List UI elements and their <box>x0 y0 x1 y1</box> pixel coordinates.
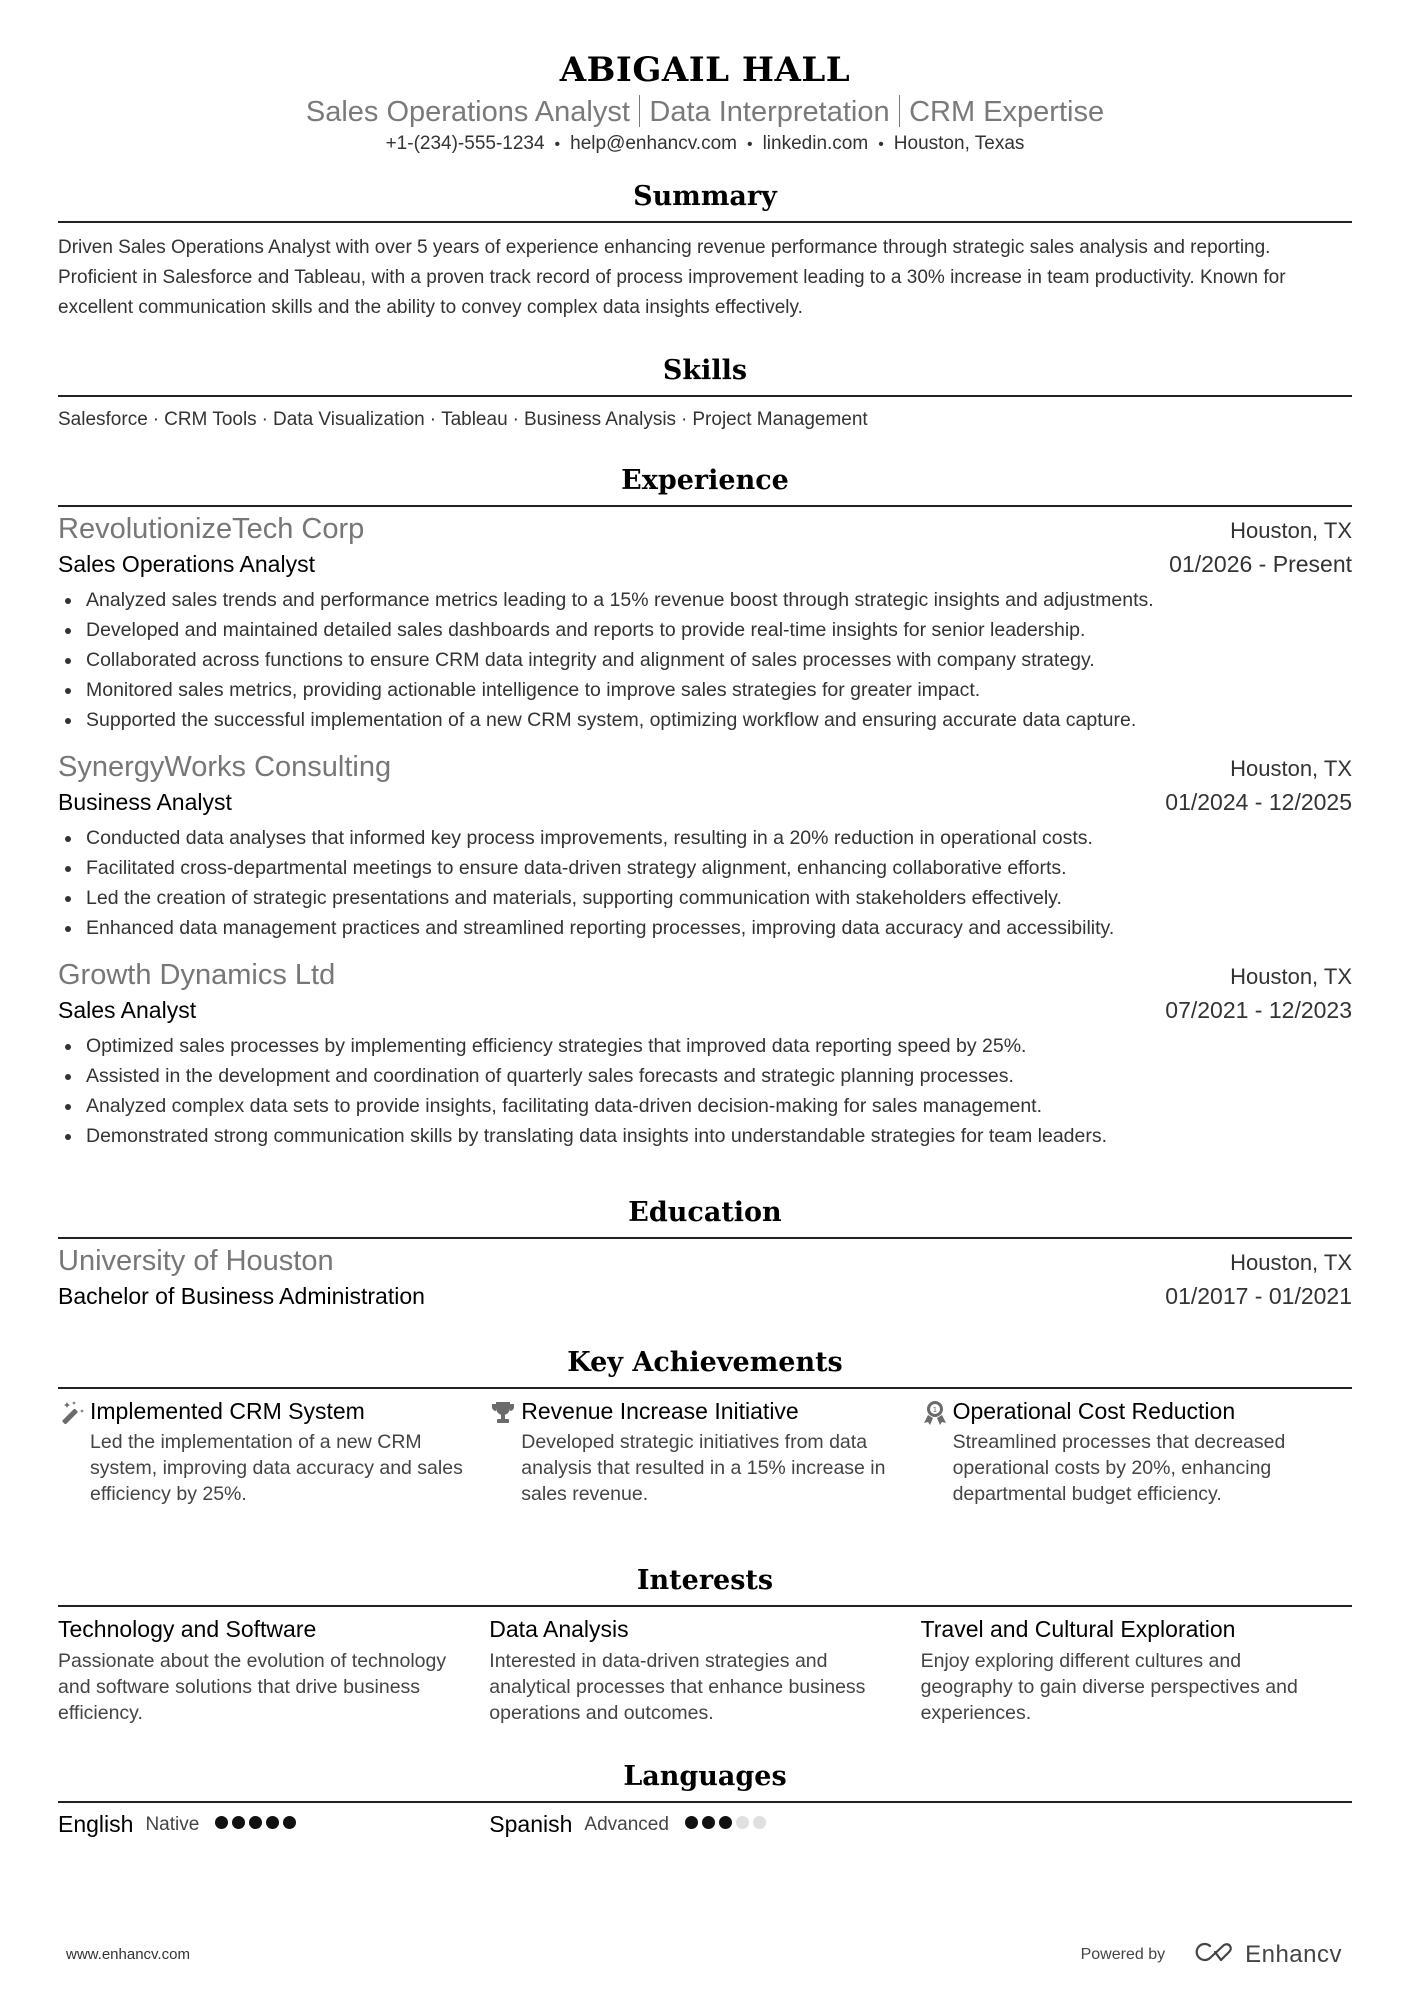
bullet-separator: • <box>554 136 561 153</box>
award-medal-icon <box>921 1395 953 1507</box>
job-entry <box>58 749 1352 943</box>
footer-website-link[interactable]: www.enhancv.com <box>66 1946 190 1963</box>
enhancv-logo-icon <box>1191 1940 1237 1969</box>
bullet-item: Demonstrated strong communication skills by translating data insights into understandable strategies for team leaders. <box>58 1121 1352 1151</box>
section-divider <box>58 1237 1352 1239</box>
interests-section <box>58 1564 1352 1726</box>
bullet-separator: • <box>878 136 884 153</box>
achievement-item <box>489 1395 920 1507</box>
linkedin-link[interactable]: linkedin.com <box>762 133 869 154</box>
dot-filled-icon <box>719 1816 732 1829</box>
headline-divider <box>639 95 641 127</box>
job-dates: 07/2021 - 12/2023 <box>1165 997 1352 1023</box>
email-link[interactable]: help@enhancv.com <box>570 133 737 154</box>
company-name: Growth Dynamics Ltd <box>58 959 336 991</box>
summary-section <box>58 180 1352 323</box>
achievement-item <box>921 1395 1352 1507</box>
job-title: Business Analyst <box>58 789 232 815</box>
interest-description: Enjoy exploring different cultures and geography to gain diverse perspectives and experiences. <box>920 1650 1298 1724</box>
job-location: Houston, TX <box>1230 964 1352 989</box>
bullet-item: Facilitated cross-departmental meetings to ensure data-driven strategy alignment, enhancing collaborative efforts. <box>58 853 1352 883</box>
skill-item: Salesforce <box>58 409 148 430</box>
job-bullets <box>58 1031 1352 1151</box>
skill-separator: · <box>429 409 437 430</box>
contact-info <box>58 132 1352 157</box>
degree: Bachelor of Business Administration <box>58 1283 425 1309</box>
interest-title: Travel and Cultural Exploration <box>920 1616 1236 1642</box>
svg-text:1: 1 <box>932 1406 937 1414</box>
bullet-item: Monitored sales metrics, providing actionable intelligence to improve sales strategies for greater impact. <box>58 675 1352 705</box>
job-entry <box>58 511 1352 735</box>
job-title: Sales Operations Analyst <box>58 551 315 577</box>
interest-title: Technology and Software <box>58 1616 317 1642</box>
school-name: University of Houston <box>58 1245 334 1277</box>
language-name: English <box>58 1811 134 1837</box>
bullet-item: Analyzed sales trends and performance metrics leading to a 15% revenue boost through strategic insights and adjustments. <box>58 585 1352 615</box>
candidate-name: ABIGAIL HALL <box>559 50 851 90</box>
section-title-interests: Interests <box>636 1565 774 1596</box>
dot-filled-icon <box>232 1816 245 1829</box>
achievement-description: Led the implementation of a new CRM system, improving data accuracy and sales efficiency by 25%. <box>90 1431 463 1505</box>
language-level: Native <box>145 1813 200 1835</box>
language-item <box>58 1811 489 1838</box>
trophy-icon <box>489 1395 521 1507</box>
languages-list <box>58 1811 1352 1838</box>
dot-filled-icon <box>685 1816 698 1829</box>
bullet-separator: • <box>746 136 753 153</box>
skills-section <box>58 354 1352 433</box>
section-title-languages: Languages <box>623 1761 787 1792</box>
skill-separator: · <box>512 409 519 430</box>
headline-divider <box>899 95 901 127</box>
section-divider <box>58 1801 1352 1803</box>
skill-separator: · <box>261 409 268 430</box>
bullet-item: Assisted in the development and coordination of quarterly sales forecasts and strategic planning processes. <box>58 1061 1352 1091</box>
section-divider <box>58 505 1352 507</box>
dot-empty-icon <box>753 1816 766 1829</box>
headline-item: Data Interpretation <box>649 96 890 128</box>
section-title-experience: Experience <box>621 465 789 496</box>
skill-item: Project Management <box>692 409 868 430</box>
footer <box>66 1940 1342 1969</box>
bullet-item: Analyzed complex data sets to provide insights, facilitating data-driven decision-making for sales management. <box>58 1091 1352 1121</box>
skill-item: Business Analysis <box>523 409 677 430</box>
footer-branding <box>1081 1940 1342 1969</box>
dot-empty-icon <box>736 1816 749 1829</box>
dot-filled-icon <box>215 1816 228 1829</box>
summary-text: Driven Sales Operations Analyst with over 5 years of experience enhancing revenue performance through strategic sales analysis and reporting. Proficient in Salesforce and Tableau, with a proven track record of process improvement leading to a 30% increase in team productivity. Known for excellent communication skills and the ability to convey complex data insights effectively. <box>58 237 1286 318</box>
company-name: RevolutionizeTech Corp <box>58 513 365 545</box>
section-title-education: Education <box>628 1197 782 1228</box>
powered-by-label: Powered by <box>1080 1945 1166 1963</box>
resume-page <box>58 0 1352 1837</box>
section-divider <box>58 1605 1352 1607</box>
interest-title: Data Analysis <box>489 1616 629 1642</box>
section-title-achievements: Key Achievements <box>567 1347 843 1378</box>
section-divider <box>58 221 1352 223</box>
job-dates: 01/2024 - 12/2025 <box>1165 789 1352 815</box>
education-section <box>58 1196 1352 1313</box>
achievement-item <box>58 1395 489 1507</box>
bullet-item: Optimized sales processes by implementing efficiency strategies that improved data reporting speed by 25%. <box>58 1031 1352 1061</box>
dot-filled-icon <box>702 1816 715 1829</box>
achievement-title: Revenue Increase Initiative <box>521 1398 799 1424</box>
location: Houston, Texas <box>893 133 1025 154</box>
job-location: Houston, TX <box>1230 756 1352 781</box>
job-bullets <box>58 823 1352 943</box>
dot-filled-icon <box>266 1816 279 1829</box>
interest-item <box>489 1613 920 1726</box>
headline-item: Sales Operations Analyst <box>305 96 630 128</box>
magic-wand-icon <box>58 1395 90 1507</box>
section-divider <box>58 1387 1352 1389</box>
achievement-title: Implemented CRM System <box>90 1398 365 1424</box>
skill-separator: · <box>681 409 688 430</box>
interest-item <box>58 1613 489 1726</box>
job-dates: 01/2026 - Present <box>1169 551 1352 577</box>
interest-description: Passionate about the evolution of technology and software solutions that drive business efficiency. <box>58 1650 447 1724</box>
interest-item <box>921 1613 1352 1726</box>
bullet-item: Collaborated across functions to ensure CRM data integrity and alignment of sales processes with company strategy. <box>58 645 1352 675</box>
dot-filled-icon <box>249 1816 262 1829</box>
company-name: SynergyWorks Consulting <box>58 751 392 783</box>
bullet-item: Led the creation of strategic presentations and materials, supporting communication with stakeholders effectively. <box>58 883 1352 913</box>
experience-section <box>58 464 1352 1165</box>
skill-item: CRM Tools <box>164 409 257 430</box>
job-entry <box>58 957 1352 1151</box>
bullet-item: Supported the successful implementation of a new CRM system, optimizing workflow and ensuring accurate data capture. <box>58 705 1352 735</box>
phone: +1-(234)-555-1234 <box>385 133 545 154</box>
brand-name: Enhancv <box>1245 1940 1342 1968</box>
headline <box>58 94 1352 130</box>
interest-description: Interested in data-driven strategies and analytical processes that enhance business operations and outcomes. <box>489 1650 866 1724</box>
headline-item: CRM Expertise <box>909 96 1105 128</box>
skills-list <box>58 407 1352 433</box>
job-location: Houston, TX <box>1230 518 1352 543</box>
interests-list <box>58 1613 1352 1726</box>
achievement-description: Streamlined processes that decreased operational costs by 20%, enhancing departmental budget efficiency. <box>952 1431 1286 1505</box>
achievement-title: Operational Cost Reduction <box>952 1398 1236 1424</box>
proficiency-dots <box>685 1816 770 1834</box>
school-location: Houston, TX <box>1230 1250 1352 1275</box>
achievement-description: Developed strategic initiatives from data analysis that resulted in a 15% increase in sales revenue. <box>521 1431 886 1505</box>
bullet-item: Developed and maintained detailed sales dashboards and reports to provide real-time insights for senior leadership. <box>58 615 1352 645</box>
proficiency-dots <box>215 1816 300 1834</box>
achievements-list <box>58 1395 1352 1507</box>
language-item <box>489 1811 920 1838</box>
languages-section <box>58 1760 1352 1838</box>
skill-separator: · <box>152 409 160 430</box>
job-title: Sales Analyst <box>58 997 197 1023</box>
skill-item: Data Visualization <box>273 409 425 430</box>
bullet-item: Conducted data analyses that informed key process improvements, resulting in a 20% reduction in operational costs. <box>58 823 1352 853</box>
resume-header <box>58 0 1352 157</box>
section-divider <box>58 395 1352 397</box>
bullet-item: Enhanced data management practices and streamlined reporting processes, improving data accuracy and accessibility. <box>58 913 1352 943</box>
skill-item: Tableau <box>441 409 508 430</box>
education-dates: 01/2017 - 01/2021 <box>1165 1283 1352 1309</box>
job-bullets <box>58 585 1352 735</box>
language-name: Spanish <box>489 1811 573 1837</box>
achievements-section <box>58 1346 1352 1507</box>
section-title-skills: Skills <box>662 355 748 386</box>
section-title-summary: Summary <box>633 181 777 212</box>
language-level: Advanced <box>584 1813 669 1835</box>
dot-filled-icon <box>283 1816 296 1829</box>
